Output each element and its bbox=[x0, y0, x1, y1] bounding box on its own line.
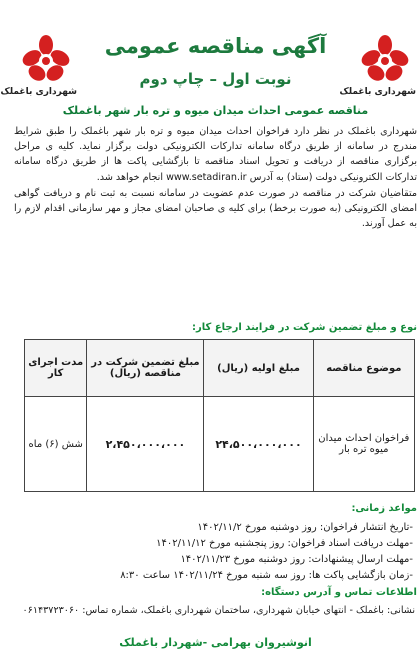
municipality-logo-right bbox=[339, 34, 416, 104]
cell-guarantee-amount: ۲،۴۵۰،۰۰۰،۰۰۰ bbox=[87, 397, 204, 492]
registration-paragraph: متقاضیان شرکت در مناقصه در صورت عدم عضویت در سامانه نسبت به ثبت نام و دریافت گواهی امضای الکترونیکی (به صورت برخط) برای کلیه ی صاحبان امضای مجاز و مهر سازمانی اقدام لازم را به عمل آورند. bbox=[14, 188, 417, 230]
header-subject: موضوع مناقصه bbox=[313, 340, 414, 397]
timeline-item: -مهلت دریافت اسناد فراخوان: روز پنجشنبه مورخ ۱۴۰۲/۱۱/۱۲ bbox=[156, 538, 413, 549]
timeline-heading: مواعد زمانی: bbox=[351, 503, 417, 514]
table-header-row bbox=[25, 340, 415, 397]
timeline-list bbox=[120, 520, 413, 584]
tender-table bbox=[24, 339, 415, 492]
header-initial-amount: مبلغ اولیه (ریال) bbox=[204, 340, 313, 397]
logo-caption: شهرداری باغملک bbox=[339, 87, 416, 97]
timeline-item: -تاریخ انتشار فراخوان: روز دوشنبه مورخ ۱۴۰۲/۱۱/۲ bbox=[197, 522, 413, 533]
intro-paragraph: شهرداری باغملک در نظر دارد فراخوان احداث میدان میوه و تره بار شهر باغملک را طبق شرایط مندرج در سامانه از طریق درگاه سامانه تدارکات الکترونیکی دولت برگزار نماید. کلیه ی مراحل برگزاری مناقصه از دریافت و تحویل اسناد مناقصه تا بازگشایی پاکت ها از طریق درگاه سامانه تدارکات الکترونیکی دولت (ستاد) به آدرس www.setadiran.ir انجام خواهد شد. bbox=[14, 126, 417, 183]
header-duration: مدت اجرای کار bbox=[25, 340, 87, 397]
cell-initial-amount: ۲۴،۵۰۰،۰۰۰،۰۰۰ bbox=[204, 397, 313, 492]
table-row bbox=[25, 397, 415, 492]
logo-caption: شهرداری باغملک bbox=[0, 87, 77, 97]
cell-duration: شش (۶) ماه bbox=[25, 397, 87, 492]
cell-subject: فراخوان احداث میدان میوه تره بار bbox=[313, 397, 414, 492]
notice-subtitle: نوبت اول – چاپ دوم bbox=[139, 70, 292, 88]
tender-topic: مناقصه عمومی احداث میدان میوه و تره بار شهر باغملک bbox=[62, 104, 369, 117]
flower-emblem-icon bbox=[20, 34, 72, 86]
table-caption: نوع و مبلغ تضمین شرکت در فرایند ارجاع کار: bbox=[192, 322, 417, 333]
header-guarantee-amount: مبلغ تضمین شرکت در مناقصه (ریال) bbox=[87, 340, 204, 397]
timeline-item: -زمان بازگشایی پاکت ها: روز سه شنبه مورخ ۱۴۰۲/۱۱/۲۴ ساعت ۸:۳۰ bbox=[120, 570, 413, 581]
timeline-item: -مهلت ارسال پیشنهادات: روز دوشنبه مورخ ۱۴۰۲/۱۱/۲۳ bbox=[180, 554, 413, 565]
signature: انوشیروان بهرامی -شهردار باغملک bbox=[119, 636, 312, 649]
municipality-logo-left bbox=[0, 34, 77, 104]
contact-heading: اطلاعات تماس و آدرس دستگاه: bbox=[261, 587, 417, 598]
flower-emblem-icon bbox=[359, 34, 411, 86]
notice-title: آگهی مناقصه عمومی bbox=[104, 34, 327, 58]
contact-address: نشانی: باغملک - انتهای خیابان شهرداری، ساختمان شهرداری باغملک، شماره تماس: ۰۶۱۴۳۷۲۳۰۶۰ bbox=[22, 605, 415, 616]
